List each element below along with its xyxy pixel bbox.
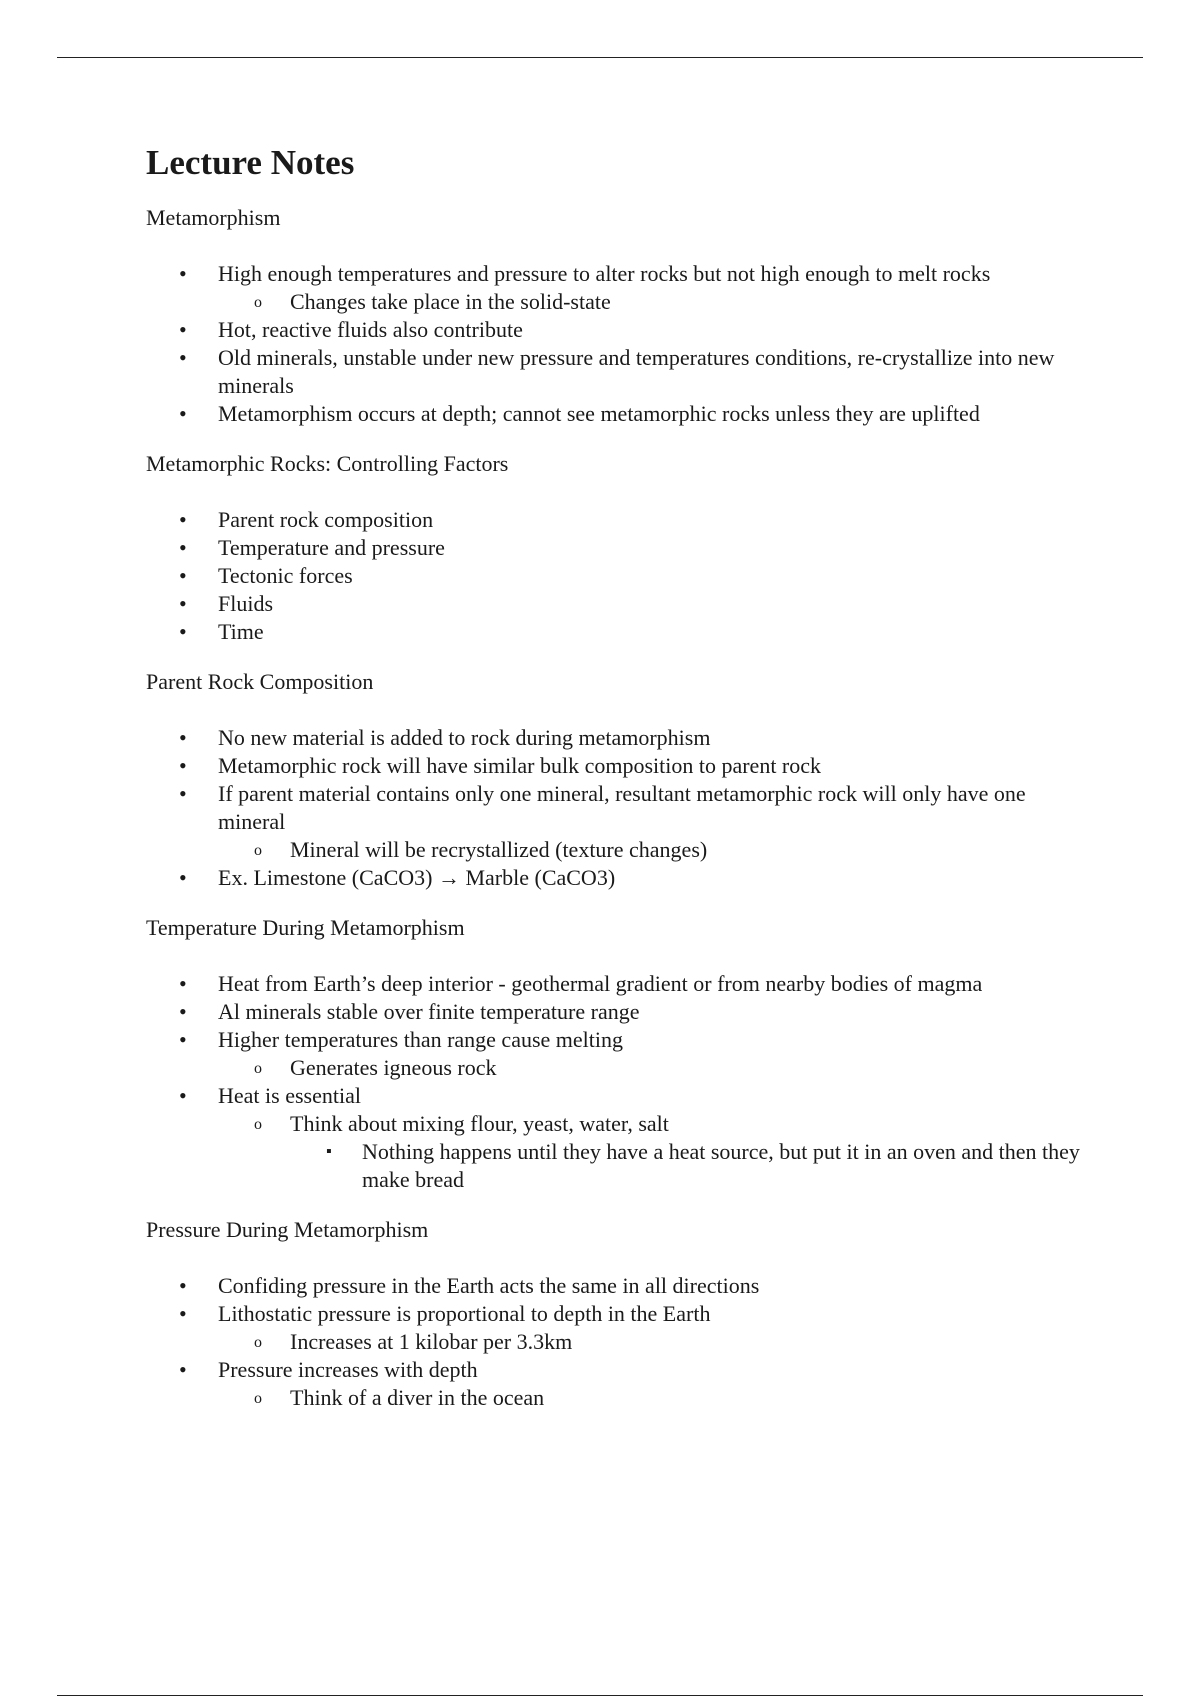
bullet-list (146, 260, 1086, 428)
header-rule (57, 57, 1143, 58)
list-item: • Time (146, 618, 1086, 646)
sub-list (218, 1384, 1086, 1412)
bullet-list (146, 1272, 1086, 1412)
list-item: • No new material is added to rock during metamorphism (146, 724, 1086, 752)
list-item: • Metamorphic rock will have similar bulk composition to parent rock (146, 752, 1086, 780)
list-item-text: If parent material contains only one mineral, resultant metamorphic rock will only have one mineral (218, 781, 1026, 834)
sub-list-item: o Mineral will be recrystallized (texture changes) (218, 836, 1086, 864)
section-heading: Pressure During Metamorphism (146, 1217, 429, 1242)
list-item-text: Heat is essential (218, 1083, 361, 1108)
footer-rule (57, 1695, 1143, 1696)
list-item-text: Higher temperatures than range cause melting (218, 1027, 624, 1052)
document-body (146, 142, 1086, 1434)
sub-sub-list (290, 1138, 1086, 1194)
list-item-text: Lithostatic pressure is proportional to depth in the Earth (218, 1301, 711, 1326)
bullet-list (146, 724, 1086, 892)
section-heading: Metamorphism (146, 205, 281, 230)
list-item: • Heat from Earth’s deep interior - geothermal gradient or from nearby bodies of magma (146, 970, 1086, 998)
sub-list-item: o Generates igneous rock (218, 1054, 1086, 1082)
list-item: • Ex. Limestone (CaCO3) → Marble (CaCO3) (146, 864, 1086, 892)
list-item (146, 1082, 1086, 1194)
sub-list (218, 836, 1086, 864)
section-heading: Metamorphic Rocks: Controlling Factors (146, 451, 509, 476)
sub-list-item-text: Think about mixing flour, yeast, water, salt (290, 1111, 669, 1136)
sub-list (218, 1054, 1086, 1082)
list-item: • Al minerals stable over finite temperature range (146, 998, 1086, 1026)
sub-sub-list-item: ▪ Nothing happens until they have a heat source, but put it in an oven and then they make bread (290, 1138, 1086, 1194)
sub-list-item (218, 1110, 1086, 1194)
list-item (146, 1026, 1086, 1082)
section-heading: Temperature During Metamorphism (146, 915, 465, 940)
bullet-list (146, 506, 1086, 646)
list-item (146, 260, 1086, 316)
sub-list (218, 1110, 1086, 1194)
page-title: Lecture Notes (146, 143, 355, 182)
list-item: • Fluids (146, 590, 1086, 618)
bullet-list (146, 970, 1086, 1194)
sub-list (218, 1328, 1086, 1356)
list-item (146, 1356, 1086, 1412)
sub-list-item: o Think of a diver in the ocean (218, 1384, 1086, 1412)
list-item-text: High enough temperatures and pressure to alter rocks but not high enough to melt rocks (218, 261, 991, 286)
section-heading: Parent Rock Composition (146, 669, 374, 694)
list-item: • Old minerals, unstable under new pressure and temperatures conditions, re-crystallize into new minerals (146, 344, 1086, 400)
list-item (146, 1300, 1086, 1356)
sub-list-item: o Changes take place in the solid-state (218, 288, 1086, 316)
list-item (146, 780, 1086, 864)
list-item: • Parent rock composition (146, 506, 1086, 534)
list-item: • Temperature and pressure (146, 534, 1086, 562)
list-item: • Metamorphism occurs at depth; cannot see metamorphic rocks unless they are uplifted (146, 400, 1086, 428)
sub-list-item: o Increases at 1 kilobar per 3.3km (218, 1328, 1086, 1356)
list-item: • Hot, reactive fluids also contribute (146, 316, 1086, 344)
list-item-text: Pressure increases with depth (218, 1357, 478, 1382)
list-item: • Tectonic forces (146, 562, 1086, 590)
list-item: • Confiding pressure in the Earth acts the same in all directions (146, 1272, 1086, 1300)
sub-list (218, 288, 1086, 316)
